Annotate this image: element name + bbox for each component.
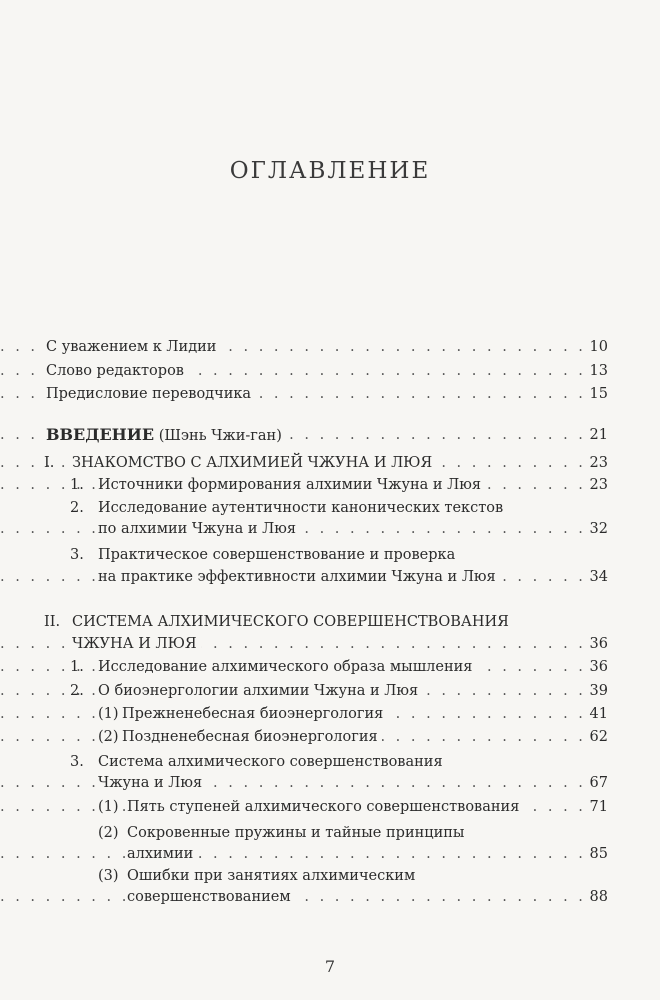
toc-entry-label: Прежненебесная биоэнергология (122, 703, 387, 725)
toc-entry-index: (2) (98, 825, 119, 841)
toc-entry[interactable] (0, 424, 660, 446)
toc-entry[interactable] (0, 703, 660, 725)
toc-entry-index: . . . I. (44, 455, 55, 471)
toc-entry-label: . . . Предисловие переводчика (46, 383, 255, 405)
toc-entry-index: (3) (98, 868, 119, 884)
toc-entry-label: Источники формирования алхимии Чжуна и Люя (98, 474, 485, 496)
toc-entry[interactable] (0, 336, 660, 358)
toc-entry-page: 23 (586, 474, 608, 496)
toc-entry-line1[interactable] (0, 497, 660, 519)
toc-entry-index: . . . 1. (70, 477, 84, 493)
toc-entry-line1[interactable] (0, 865, 660, 887)
toc-entry-page: 36 (586, 656, 608, 678)
toc-entry-label: Исследование аутентичности канонических текстов (98, 497, 507, 519)
toc-entry-label: Ошибки при занятиях алхимическим (127, 865, 419, 887)
toc-entry-label: . . . Слово редакторов (46, 360, 188, 382)
toc-entry-page: 15 (586, 383, 608, 405)
toc-entry-label: Поздненебесная биоэнергология (122, 726, 382, 748)
toc-entry-page: 62 (586, 726, 608, 748)
toc-entry-page: 71 (586, 796, 608, 818)
toc-entry-page: 39 (586, 680, 608, 702)
toc-entry-label: Исследование алхимического образа мышления (98, 656, 476, 678)
toc-entry-page: 34 (586, 566, 608, 588)
toc-entry-index: 3. (70, 754, 84, 770)
toc-entry[interactable] (0, 474, 660, 496)
toc-entry-label: Пять ступеней алхимического совершенствования (127, 796, 523, 818)
toc-entry-label: . . . ЧЖУНА И ЛЮЯ (72, 633, 201, 655)
toc-entry[interactable] (0, 886, 660, 908)
toc-entry-page: 67 (586, 772, 608, 794)
toc-entry-index: . . . 1. (70, 659, 84, 675)
toc-entry-page: 36 (586, 633, 608, 655)
toc-entry-index: . . . (1) (98, 706, 119, 722)
toc-entry-index: . . . (1) (98, 799, 119, 815)
toc-entry-page: 32 (586, 518, 608, 540)
introduction-author: (Шэнь Чжи-ган) (158, 428, 282, 444)
toc-entry[interactable] (0, 726, 660, 748)
toc-entry-page: 88 (586, 886, 608, 908)
toc-entry-page: 41 (586, 703, 608, 725)
toc-entry[interactable] (0, 680, 660, 702)
toc-entry[interactable] (0, 518, 660, 540)
toc-entry[interactable] (0, 843, 660, 865)
toc-entry-label: Сокровенные пружины и тайные принципы (127, 822, 468, 844)
toc-entry-label: . . . алхимии (127, 843, 197, 865)
toc-entry[interactable] (0, 566, 660, 588)
toc-entry-label: Практическое совершенствование и проверка (98, 544, 459, 566)
toc-entry-line1[interactable] (0, 751, 660, 773)
toc-entry-label: . . . С уважением к Лидии (46, 336, 220, 358)
toc-entry-label: Система алхимического совершенствования (98, 751, 447, 773)
toc-entry-page: 23 (586, 452, 608, 474)
toc-entry-line1[interactable] (0, 611, 660, 633)
toc-entry-label: ЗНАКОМСТВО С АЛХИМИЕЙ ЧЖУНА И ЛЮЯ (72, 452, 436, 474)
toc-entry-index: II. (44, 614, 61, 630)
toc-entry-label: . . . совершенствованием (127, 886, 295, 908)
toc-entry-line1[interactable] (0, 544, 660, 566)
toc-entry[interactable] (0, 360, 660, 382)
toc-entry-label: О биоэнергологии алхимии Чжуна и Люя (98, 680, 422, 702)
toc-entry-label: . . . Чжуна и Люя (98, 772, 206, 794)
toc-entry-page: 21 (586, 424, 608, 446)
toc-entry-page: 13 (586, 360, 608, 382)
toc-entry[interactable] (0, 656, 660, 678)
toc-entry-line1[interactable] (0, 822, 660, 844)
toc-entry[interactable] (0, 633, 660, 655)
toc-entry-label (46, 424, 286, 447)
toc-entry-label: СИСТЕМА АЛХИМИЧЕСКОГО СОВЕРШЕНСТВОВАНИЯ (72, 611, 513, 633)
toc-entry-index: 2. (70, 500, 84, 516)
toc-entry-index: . . . 2. (70, 683, 84, 699)
toc-entry-label: . . . по алхимии Чжуна и Люя (98, 518, 300, 540)
toc-entry-page: 10 (586, 336, 608, 358)
toc-entry-index: . . . (2) (98, 729, 119, 745)
toc-entry-page: 85 (586, 843, 608, 865)
page-number: 7 (324, 957, 336, 976)
toc-entry-label: . . . на практике эффективности алхимии Чжуна и Люя (98, 566, 500, 588)
toc-entry[interactable] (0, 772, 660, 794)
toc-entry[interactable] (0, 383, 660, 405)
toc-entry[interactable] (0, 796, 660, 818)
toc-entry-index: 3. (70, 547, 84, 563)
toc-entry[interactable] (0, 452, 660, 474)
introduction-heading: ВВЕДЕНИЕ (46, 425, 155, 444)
page-title: ОГЛАВЛЕНИЕ (229, 158, 431, 184)
